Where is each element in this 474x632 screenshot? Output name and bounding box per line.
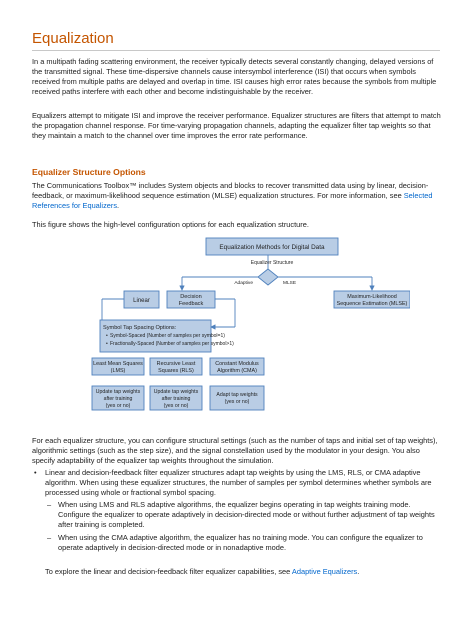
intro-paragraph-1: In a multipath fading scattering environment, the receiver typically detects several constantly changing, delayed versions of the transmitted signal. These time-dispersive channels cause intersymbol interference (ISI) that occurs when symbols received from multiple paths are delayed and overlap in time. ISI causes high error rates because the symbols from multiple received paths interfere with each other and become indistinguishable by the receiver. bbox=[32, 57, 437, 96]
selected-references-link[interactable]: Selected References for Equalizers bbox=[32, 191, 433, 210]
decision-feedback-line1: Decision bbox=[180, 294, 202, 300]
top-method-label: Equalization Methods for Digital Data bbox=[219, 244, 325, 251]
spacing-bullet-2: • bbox=[106, 341, 108, 347]
adapt-tap-weights-box-cma bbox=[210, 386, 264, 410]
figure-caption: This figure shows the high-level configuration options for each equalization structure. bbox=[32, 220, 309, 229]
dash-marker-2: – bbox=[47, 533, 52, 542]
intro-paragraph-2: Equalizers attempt to mitigate ISI and improve the receiver performance. Equalizer structures are filters that attempt to match the propagation channel response. For time-varying propagation channels, adapting the equalizer filter tap weights so that they maintain a match to the channel over time improves the error rate performance. bbox=[32, 111, 441, 140]
upd1-line2: after training bbox=[103, 396, 133, 402]
explore-paragraph bbox=[45, 567, 442, 577]
page-title: Equalization bbox=[32, 30, 114, 47]
mlse-box-line2: Sequence Estimation (MLSE) bbox=[336, 301, 408, 307]
lms-line1: Least Mean Squares bbox=[93, 361, 143, 367]
bullet-marker: • bbox=[34, 468, 37, 477]
section-heading: Equalizer Structure Options bbox=[32, 167, 146, 177]
toolbox-paragraph-end: . bbox=[117, 201, 120, 210]
cma-line2: Algorithm (CMA) bbox=[217, 368, 257, 374]
dash-item-1: When using LMS and RLS adaptive algorithms, the equalizer begins operating in tap weights training mode. Configure the equalizer to operate adaptively in decision-directed mode or without further adjustment of tap weights after training is completed. bbox=[58, 500, 435, 529]
equalizer-structure-label: Equalizer Structure bbox=[250, 260, 294, 266]
bullet-item-1: Linear and decision-feedback filter equalizer structures adapt tap weights by using the LMS, RLS, or CMA adaptive algorithm. When using these equalizer structures, the number of samples per symbol determines whether symbols are processed using whole or fractional symbol spacing. bbox=[45, 468, 432, 497]
cma-line1: Constant Modulus bbox=[215, 361, 259, 367]
dash-marker-1: – bbox=[47, 500, 52, 509]
title-divider bbox=[32, 50, 440, 51]
lms-line2: (LMS) bbox=[110, 368, 126, 374]
adaptive-label: Adaptive bbox=[234, 281, 253, 286]
spacing-bullet-1: • bbox=[106, 333, 108, 339]
adaptive-equalizers-link[interactable]: Adaptive Equalizers bbox=[291, 567, 358, 576]
equalization-structure-diagram bbox=[90, 236, 410, 432]
upd2-line3: (yes or no) bbox=[163, 403, 189, 409]
upd2-line1: Update tap weights bbox=[153, 389, 199, 395]
upd2-line2: after training bbox=[161, 396, 191, 402]
configuration-paragraph: For each equalizer structure, you can configure structural settings (such as the number of taps and initial set of tap weights), algorithmic settings (such as the step size), and the signal constellation used by the modulator in your design. You also specify adaptability of the equalizer tap weights throughout the simulation. bbox=[32, 436, 438, 465]
mlse-box-line1: Maximum-Likelihood bbox=[347, 294, 397, 300]
dash-item-2: When using the CMA adaptive algorithm, the equalizer has no training mode. You can configure the equalizer to operate adaptively in decision-directed mode or in nonadaptive mode. bbox=[58, 533, 423, 552]
toolbox-paragraph bbox=[32, 181, 442, 211]
linear-label: Linear bbox=[133, 298, 150, 304]
upd1-line1: Update tap weights bbox=[95, 389, 141, 395]
toolbox-paragraph-text: The Communications Toolbox™ includes System objects and blocks to recover transmitted data using by linear, decision-feedback, or maximum-likelihood sequence estimation (MLSE) equalization structures. For more information, see bbox=[32, 181, 429, 200]
rls-line2: Squares (RLS) bbox=[158, 368, 194, 374]
explore-end: . bbox=[357, 567, 360, 576]
mlse-label: MLSE bbox=[283, 281, 297, 286]
upd1-line3: (yes or no) bbox=[105, 403, 131, 409]
adapt-line2: (yes or no) bbox=[224, 399, 250, 405]
spacing-options-title: Symbol Tap Spacing Options: bbox=[103, 325, 177, 331]
adapt-line1: Adapt tap weights bbox=[216, 392, 258, 398]
spacing-item-2: Fractionally-Spaced (Number of samples per symbol>1) bbox=[110, 341, 234, 347]
explore-text: To explore the linear and decision-feedback filter equalizer capabilities, see bbox=[45, 567, 292, 576]
decision-feedback-line2: Feedback bbox=[178, 301, 204, 307]
spacing-item-1: Symbol-Spaced (Number of samples per symbol=1) bbox=[110, 333, 225, 339]
rls-line1: Recursive Least bbox=[156, 361, 196, 367]
structure-decision-diamond bbox=[258, 269, 278, 285]
